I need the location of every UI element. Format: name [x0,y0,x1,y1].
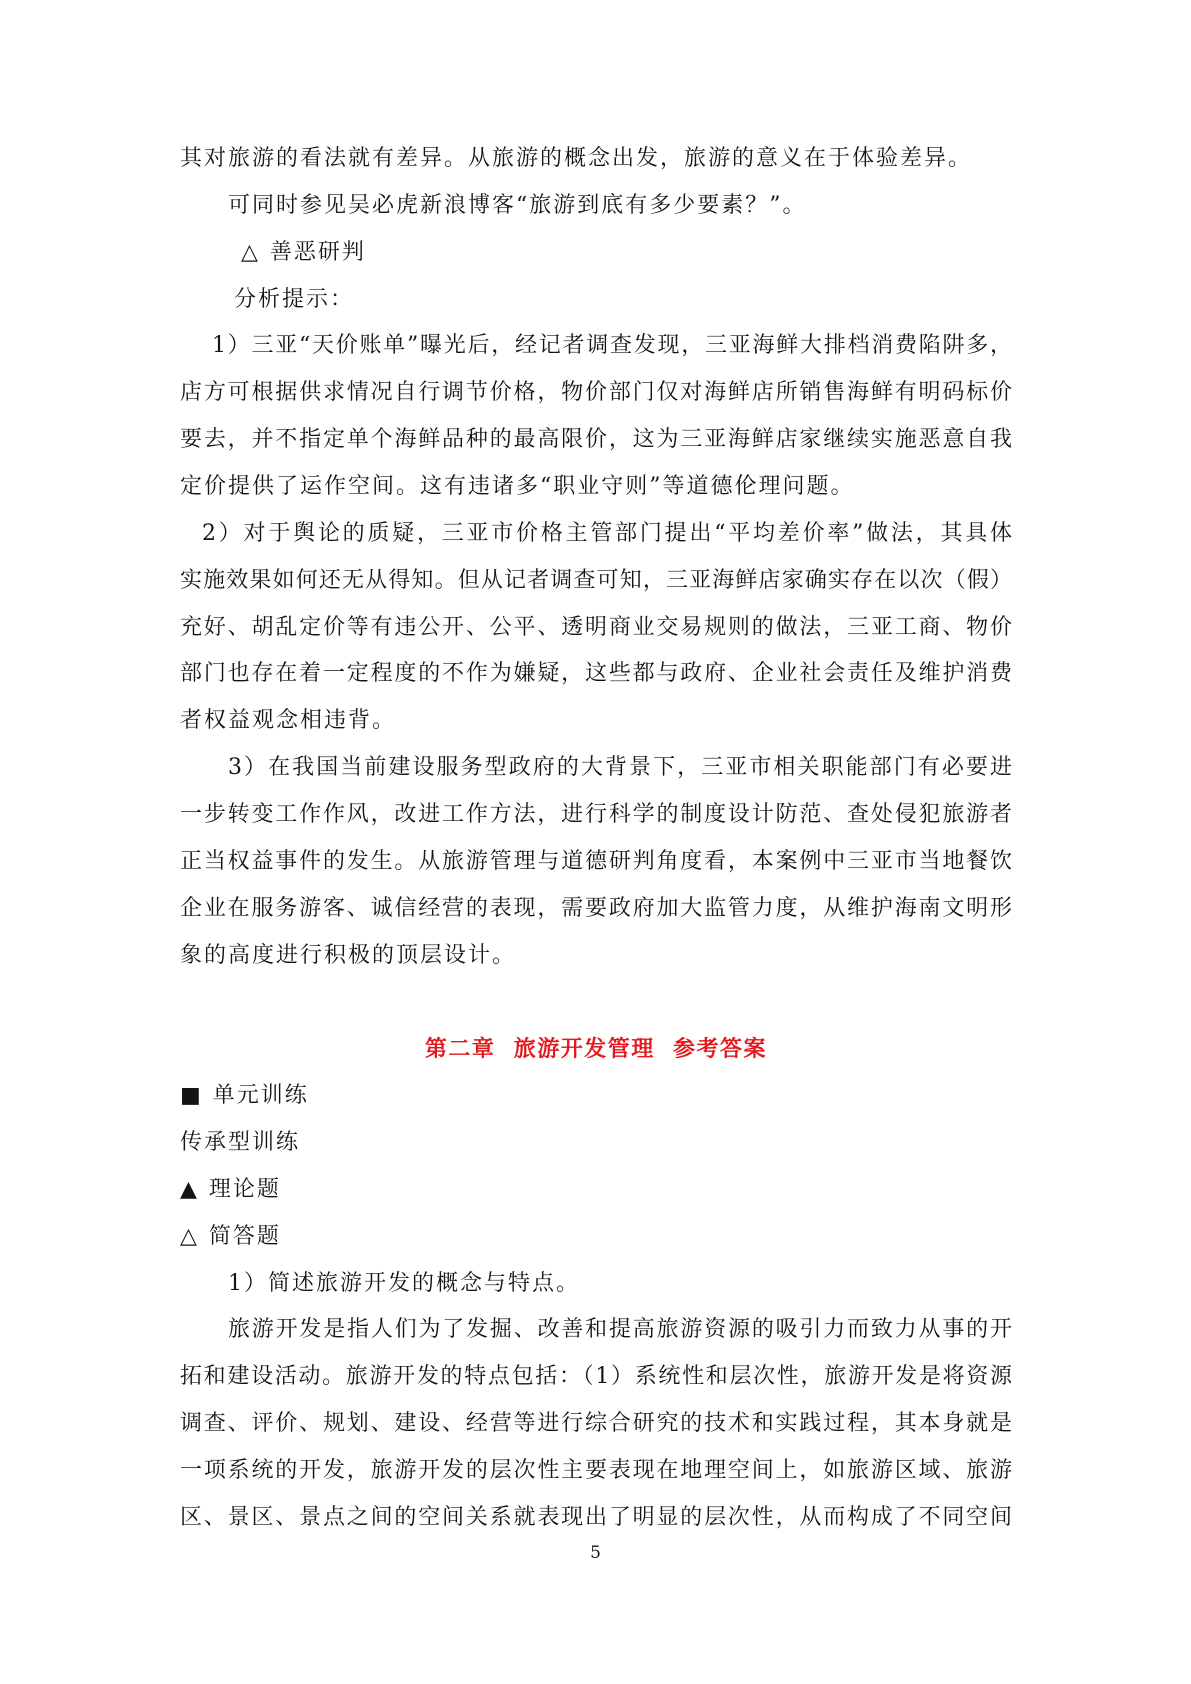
theory-questions-label: 理论题 [208,1176,281,1202]
paragraph-line: 要去，并不指定单个海鲜品种的最高限价，这为三亚海鲜店家继续实施恶意自我 [180,427,1012,453]
page-body [180,136,1012,1542]
paragraph-line: 正当权益事件的发生。从旅游管理与道德研判角度看，本案例中三亚市当地餐饮 [180,848,1012,874]
analysis-hint-label: 分析提示： [234,286,355,312]
paragraph-line: 3）在我国当前建设服务型政府的大背景下，三亚市相关职能部门有必要进 [228,755,1012,781]
paragraph-line: 一步转变工作作风，改进工作方法，进行科学的制度设计防范、查处侵犯旅游者 [180,802,1012,828]
answer-1 [180,1307,1012,1541]
paragraph-line: 2）对于舆论的质疑，三亚市价格主管部门提出“平均差价率”做法，其具体 [202,520,1012,546]
unit-training-heading [180,1073,1012,1120]
section-title: 善恶研判 [269,239,366,265]
analysis-point-2 [180,511,1012,745]
short-answer-heading [180,1214,1012,1261]
paragraph-line: 一项系统的开发，旅游开发的层次性主要表现在地理空间上，如旅游区域、旅游 [180,1458,1012,1484]
question-1: 1）简述旅游开发的概念与特点。 [228,1270,580,1296]
page-number: 5 [590,1543,601,1563]
paragraph-line: 拓和建设活动。旅游开发的特点包括：（1）系统性和层次性，旅游开发是将资源 [180,1364,1012,1390]
paragraph-line: 部门也存在着一定程度的不作为嫌疑，这些都与政府、企业社会责任及维护消费 [180,661,1012,687]
paragraph-line: 区、景区、景点之间的空间关系就表现出了明显的层次性，从而构成了不同空间 [180,1504,1012,1530]
short-answer-label: 简答题 [208,1223,281,1249]
filled-triangle-icon: ▲ [180,1176,197,1202]
reference-note: 可同时参见吴必虎新浪博客“旅游到底有多少要素？”。 [228,192,807,218]
chapter-heading: 第二章 旅游开发管理 参考答案 [424,1036,768,1063]
paragraph-line: 调查、评价、规划、建设、经营等进行综合研究的技术和实践过程，其本身就是 [180,1411,1012,1437]
unit-training-label: 单元训练 [212,1083,309,1109]
paragraph-line: 店方可根据供求情况自行调节价格，物价部门仅对海鲜店所销售海鲜有明码标价 [180,380,1012,406]
analysis-point-1 [180,323,1012,510]
paragraph-line: 充好、胡乱定价等有违公开、公平、透明商业交易规则的做法，三亚工商、物价 [180,614,1012,640]
paragraph-line: 者权益观念相违背。 [180,708,397,734]
paragraph-line: 1）三亚“天价账单”曝光后，经记者调查发现，三亚海鲜大排档消费陷阱多， [212,333,1012,359]
paragraph-line: 旅游开发是指人们为了发掘、改善和提高旅游资源的吸引力而致力从事的开 [228,1317,1012,1343]
paragraph-line: 实施效果如何还无从得知。但从记者调查可知，三亚海鲜店家确实存在以次（假） [180,567,1012,593]
analysis-point-3 [180,745,1012,979]
theory-questions-heading [180,1167,1012,1214]
outline-triangle-icon: △ [180,1223,197,1249]
inheritance-training-heading: 传承型训练 [180,1130,301,1156]
blank-line [180,979,1012,1026]
paragraph-line: 定价提供了运作空间。这有违诸多“职业守则”等道德伦理问题。 [180,474,855,500]
outline-triangle-icon: △ [241,239,258,265]
paragraph-line: 象的高度进行积极的顶层设计。 [180,942,517,968]
filled-square-icon: ■ [180,1083,201,1109]
paragraph-line: 企业在服务游客、诚信经营的表现，需要政府加大监管力度，从维护海南文明形 [180,895,1012,921]
good-evil-section-heading [180,230,1012,277]
continuation-line: 其对旅游的看法就有差异。从旅游的概念出发，旅游的意义在于体验差异。 [180,146,973,171]
